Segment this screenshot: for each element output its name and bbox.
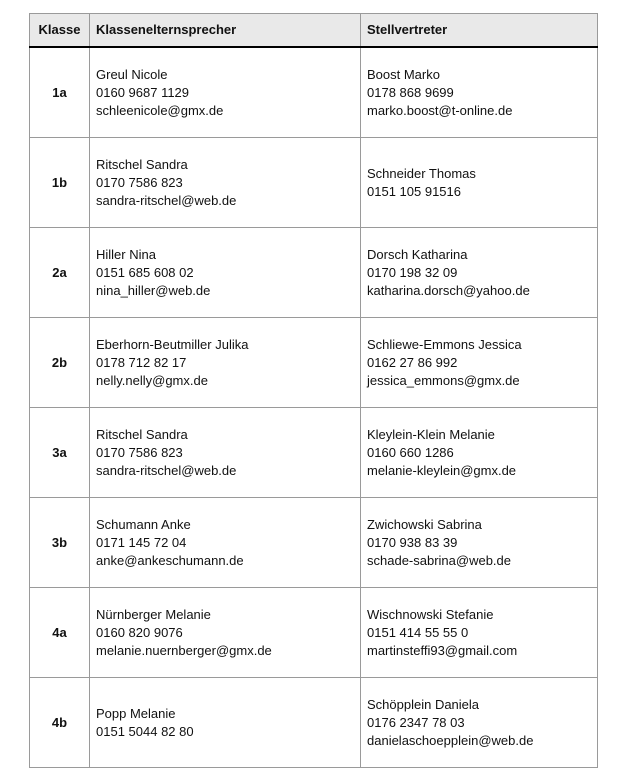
sprecher-name: Nürnberger Melanie (96, 606, 211, 622)
class-cell: 1b (30, 138, 90, 228)
stellvertreter-phone: 0162 27 86 992 (367, 354, 458, 370)
stellvertreter-cell (361, 47, 598, 138)
sprecher-phone: 0170 7586 823 (96, 444, 183, 460)
stellvertreter-phone: 0170 198 32 09 (367, 264, 458, 280)
class-cell: 2b (30, 318, 90, 408)
class-cell: 4b (30, 678, 90, 768)
stellvertreter-name: Schliewe-Emmons Jessica (367, 336, 522, 352)
class-cell: 1a (30, 47, 90, 138)
sprecher-phone: 0170 7586 823 (96, 174, 183, 190)
stellvertreter-name: Dorsch Katharina (367, 246, 468, 262)
class-cell: 4a (30, 588, 90, 678)
stellvertreter-name: Wischnowski Stefanie (367, 606, 494, 622)
parent-representatives-table (29, 13, 598, 768)
stellvertreter-name: Boost Marko (367, 66, 440, 82)
table-row (30, 588, 598, 678)
table-row (30, 47, 598, 138)
sprecher-email: schleenicole@gmx.de (96, 102, 224, 118)
sprecher-name: Hiller Nina (96, 246, 156, 262)
stellvertreter-email: melanie-kleylein@gmx.de (367, 462, 517, 478)
sprecher-name: Ritschel Sandra (96, 426, 188, 442)
table-row (30, 228, 598, 318)
sprecher-cell (90, 138, 361, 228)
table-header-row (30, 14, 598, 48)
stellvertreter-cell (361, 318, 598, 408)
stellvertreter-phone: 0151 414 55 55 0 (367, 624, 469, 640)
sprecher-cell (90, 47, 361, 138)
stellvertreter-cell (361, 408, 598, 498)
stellvertreter-cell (361, 498, 598, 588)
sprecher-name: Ritschel Sandra (96, 156, 188, 172)
stellvertreter-name: Schöpplein Daniela (367, 696, 480, 712)
stellvertreter-email: marko.boost@t-online.de (367, 102, 513, 118)
sprecher-phone: 0151 5044 82 80 (96, 723, 194, 739)
table-row (30, 138, 598, 228)
stellvertreter-email: martinsteffi93@gmail.com (367, 642, 518, 658)
table-row (30, 678, 598, 768)
stellvertreter-cell (361, 228, 598, 318)
sprecher-cell (90, 588, 361, 678)
header-sprecher: Klassenelternsprecher (90, 14, 361, 48)
sprecher-phone: 0178 712 82 17 (96, 354, 187, 370)
class-cell: 2a (30, 228, 90, 318)
sprecher-cell (90, 678, 361, 768)
sprecher-cell (90, 498, 361, 588)
stellvertreter-cell (361, 588, 598, 678)
sprecher-phone: 0160 820 9076 (96, 624, 183, 640)
stellvertreter-cell (361, 678, 598, 768)
stellvertreter-email: jessica_emmons@gmx.de (367, 372, 520, 388)
table-row (30, 498, 598, 588)
stellvertreter-phone: 0178 868 9699 (367, 84, 454, 100)
sprecher-email: sandra-ritschel@web.de (96, 462, 237, 478)
class-cell: 3b (30, 498, 90, 588)
header-stellvertreter: Stellvertreter (361, 14, 598, 48)
sprecher-email: nelly.nelly@gmx.de (96, 372, 208, 388)
sprecher-name: Popp Melanie (96, 705, 176, 721)
stellvertreter-phone: 0151 105 91516 (367, 183, 461, 199)
class-cell: 3a (30, 408, 90, 498)
sprecher-email: nina_hiller@web.de (96, 282, 211, 298)
table-row (30, 318, 598, 408)
stellvertreter-phone: 0170 938 83 39 (367, 534, 458, 550)
sprecher-email: sandra-ritschel@web.de (96, 192, 237, 208)
stellvertreter-name: Schneider Thomas (367, 165, 476, 181)
stellvertreter-cell (361, 138, 598, 228)
stellvertreter-email: danielaschoepplein@web.de (367, 732, 534, 748)
sprecher-cell (90, 408, 361, 498)
stellvertreter-email: katharina.dorsch@yahoo.de (367, 282, 530, 298)
sprecher-phone: 0171 145 72 04 (96, 534, 187, 550)
stellvertreter-name: Kleylein-Klein Melanie (367, 426, 495, 442)
sprecher-name: Eberhorn-Beutmiller Julika (96, 336, 249, 352)
sprecher-name: Schumann Anke (96, 516, 191, 532)
stellvertreter-phone: 0176 2347 78 03 (367, 714, 465, 730)
header-klasse: Klasse (30, 14, 90, 48)
stellvertreter-name: Zwichowski Sabrina (367, 516, 482, 532)
sprecher-cell (90, 228, 361, 318)
stellvertreter-email: schade-sabrina@web.de (367, 552, 512, 568)
sprecher-name: Greul Nicole (96, 66, 168, 82)
table-row (30, 408, 598, 498)
stellvertreter-phone: 0160 660 1286 (367, 444, 454, 460)
sprecher-email: anke@ankeschumann.de (96, 552, 244, 568)
sprecher-email: melanie.nuernberger@gmx.de (96, 642, 272, 658)
sprecher-cell (90, 318, 361, 408)
sprecher-phone: 0151 685 608 02 (96, 264, 194, 280)
sprecher-phone: 0160 9687 1129 (96, 84, 190, 100)
